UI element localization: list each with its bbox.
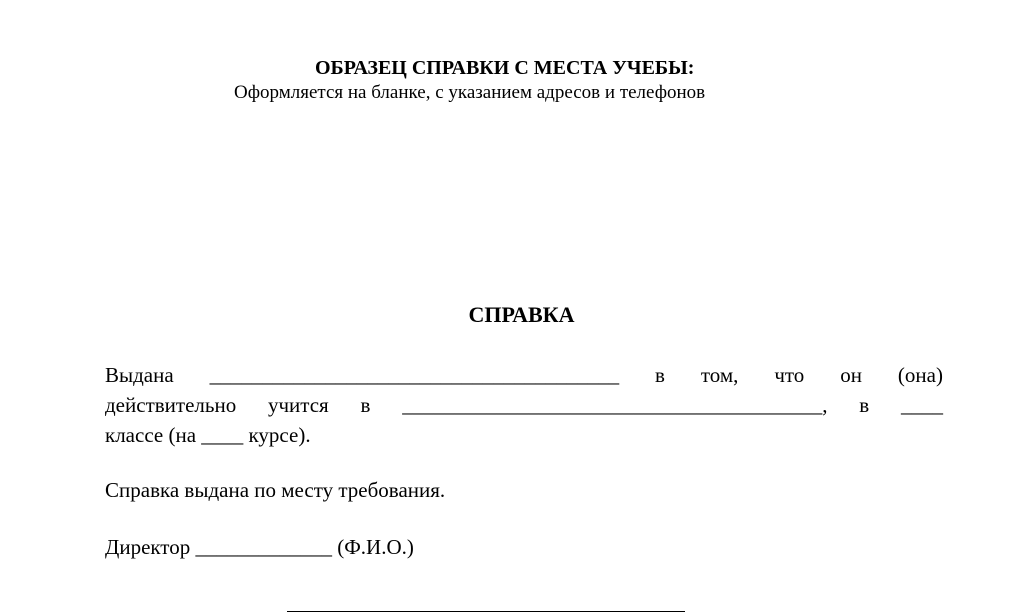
- word: в: [655, 363, 665, 387]
- word: в: [360, 393, 371, 417]
- word: (она): [897, 363, 943, 387]
- word: Выдана: [105, 363, 174, 387]
- sample-subheading: Оформляется на бланке, с указанием адресов и телефонов: [234, 82, 706, 103]
- word: том,: [700, 363, 739, 387]
- sample-heading: ОБРАЗЕЦ СПРАВКИ С МЕСТА УЧЕБЫ:: [315, 57, 695, 79]
- word: он: [840, 363, 862, 387]
- studies-at-line: [105, 393, 943, 418]
- purpose-statement: Справка выдана по месту требования.: [105, 478, 446, 502]
- director-signature-line: Директор _____________ (Ф.И.О.): [105, 535, 414, 559]
- bottom-divider: [287, 611, 685, 612]
- name-blank: _______________________________________: [209, 363, 620, 387]
- grade-course-line: классе (на ____ курсе).: [105, 423, 311, 447]
- word: действительно: [105, 393, 237, 417]
- word: учится: [268, 393, 329, 417]
- certificate-title: СПРАВКА: [468, 302, 575, 327]
- school-blank: ________________________________________,: [402, 393, 828, 417]
- issued-to-line: [105, 363, 943, 388]
- word: в: [859, 393, 870, 417]
- grade-blank: ____: [901, 393, 943, 417]
- word: что: [774, 363, 805, 387]
